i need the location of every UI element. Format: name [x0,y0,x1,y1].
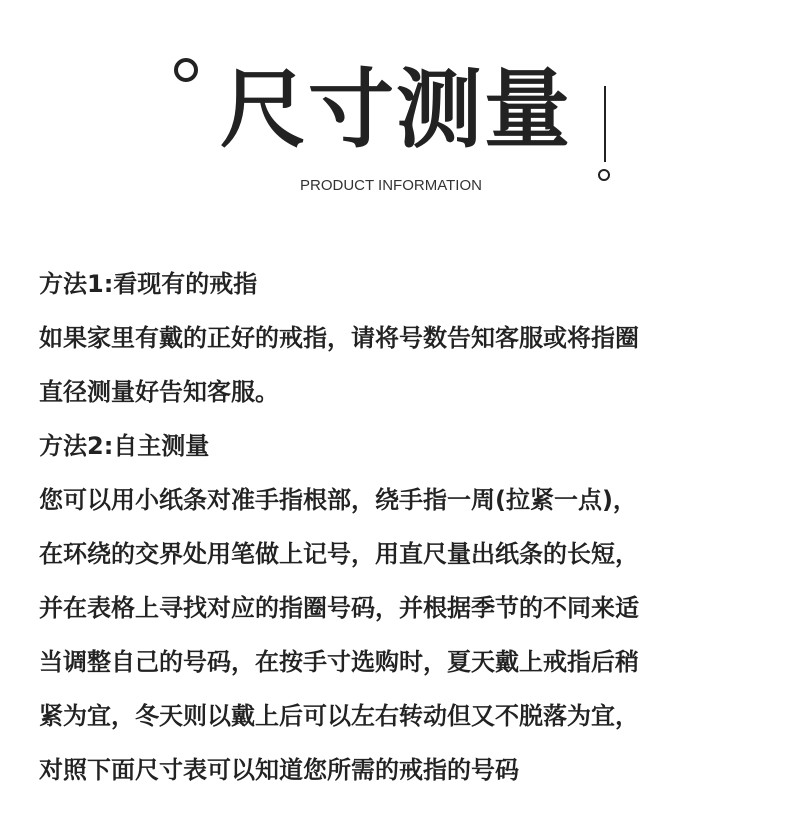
text-line: 如果家里有戴的正好的戒指，请将号数告知客服或将指圈 [39,324,639,352]
text-line: 当调整自己的号码，在按手寸选购时，夏天戴上戒指后稍 [39,648,639,676]
method-1-heading: 方法1:看现有的戒指 [39,270,258,298]
method-2-heading: 方法2:自主测量 [39,432,210,460]
header [0,0,790,210]
text-line: 并在表格上寻找对应的指圈号码，并根据季节的不同来适 [39,594,639,622]
page-subtitle: PRODUCT INFORMATION [300,177,482,194]
text-line: 紧为宜，冬天则以戴上后可以左右转动但又不脱落为宜， [39,702,639,730]
instructions-text [39,257,759,797]
text-line: 您可以用小纸条对准手指根部，绕手指一周(拉紧一点)， [39,486,637,514]
text-line: 对照下面尺寸表可以知道您所需的戒指的号码 [39,756,519,784]
circle-decoration [174,58,198,82]
text-line: 直径测量好告知客服。 [39,378,279,406]
small-circle-decoration [598,169,610,181]
text-line: 在环绕的交界处用笔做上记号，用直尺量出纸条的长短， [39,540,639,568]
vertical-line-decoration [604,86,606,162]
page-title: 尺寸测量 [220,60,572,160]
